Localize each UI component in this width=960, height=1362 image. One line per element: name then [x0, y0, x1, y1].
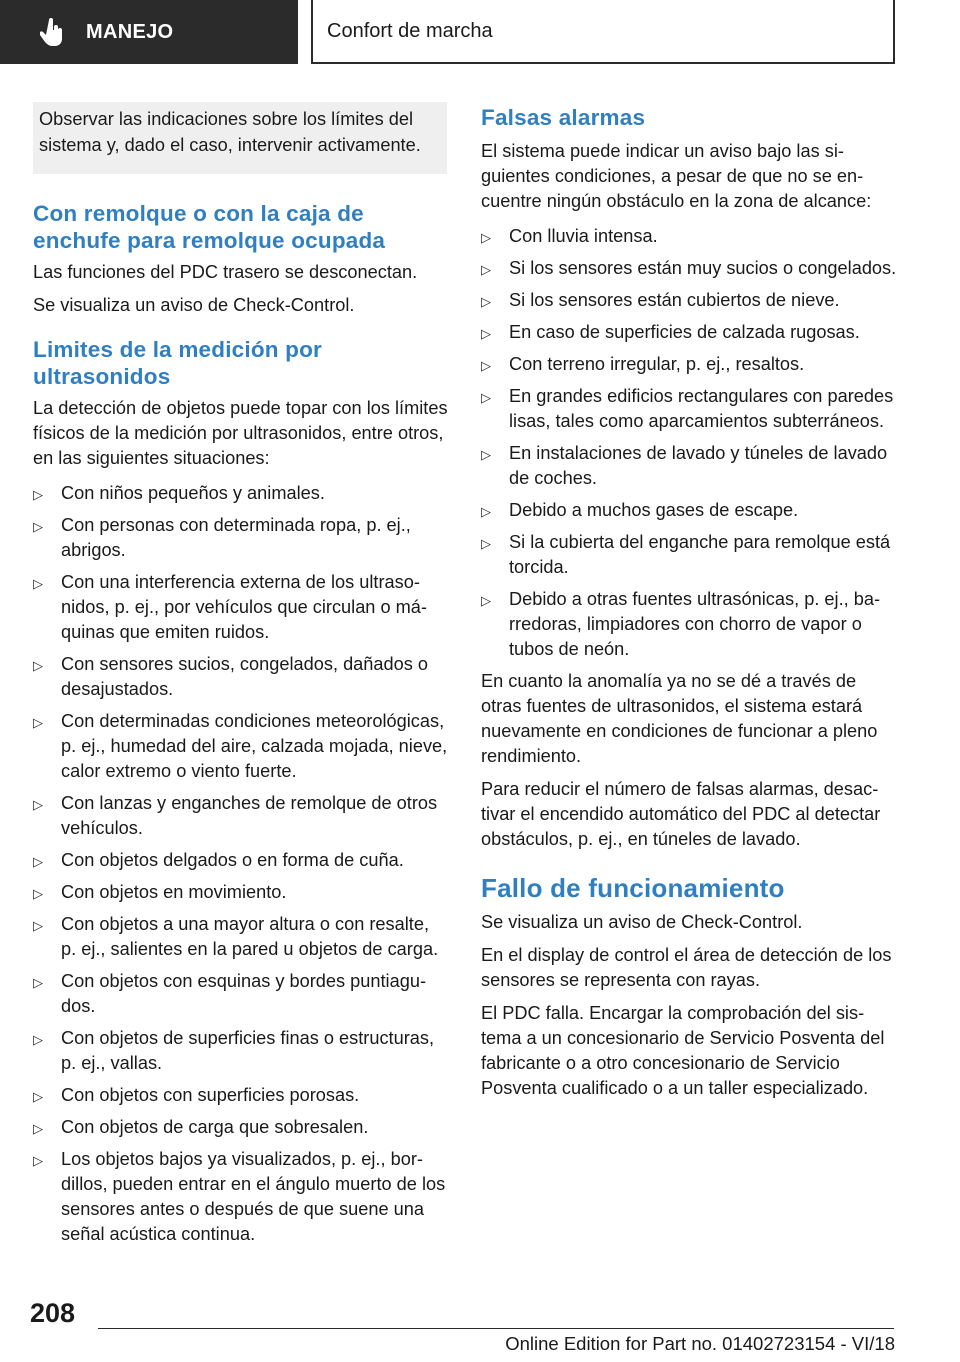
triangle-bullet-icon: ▷: [481, 294, 491, 309]
triangle-bullet-icon: ▷: [33, 797, 43, 812]
list-item-text: Con personas con determinada ropa, p. ej., abrigos.: [61, 515, 411, 560]
list-item: [481, 352, 897, 377]
list-item: [481, 224, 897, 249]
list-item: [33, 791, 449, 841]
list-item: [33, 570, 449, 645]
list-item: [33, 880, 449, 905]
section-label: MANEJO: [86, 20, 174, 43]
edition-text: Online Edition for Part no. 01402723154 - VI/18: [505, 1333, 895, 1354]
list-item: [33, 652, 449, 702]
paragraph: El PDC falla. Encargar la comprobación del sistema a un concesionario de Servicio Posventa del fabricante o a otro concesionario de Servicio Posventa cualificado o a un taller especializado.: [481, 1003, 885, 1098]
list-item-text: Los objetos bajos ya visualizados, p. ej., bordillos, pueden entrar en el ángulo muerto de los sensores antes o después de que suene una señal acústica continua.: [61, 1149, 446, 1244]
list-item-text: Con objetos a una mayor altura o con resalte, p. ej., salientes en la pared u objetos de carga.: [61, 914, 439, 959]
footer-divider: [98, 1328, 894, 1329]
list-item: [33, 1115, 449, 1140]
triangle-bullet-icon: ▷: [33, 886, 43, 901]
heading-remolque-line1: Con remolque o con la caja de: [33, 201, 364, 226]
hand-pointer-icon: [40, 17, 66, 47]
list-item: [481, 288, 897, 313]
triangle-bullet-icon: ▷: [33, 519, 43, 534]
heading-limites-line1: Limites de la medición por: [33, 337, 323, 362]
triangle-bullet-icon: ▷: [33, 1032, 43, 1047]
triangle-bullet-icon: ▷: [33, 1153, 43, 1168]
list-item: [33, 969, 449, 1019]
list-item-text: Con lluvia intensa.: [509, 226, 658, 246]
right-column: [481, 104, 897, 1109]
list-item: [33, 1026, 449, 1076]
section-header-tab: [0, 0, 298, 64]
heading-remolque-line2: enchufe para remolque ocupada: [33, 228, 386, 253]
paragraph: Se visualiza un aviso de Check-Control.: [481, 912, 803, 932]
heading-remolque: [33, 200, 449, 254]
triangle-bullet-icon: ▷: [481, 230, 491, 245]
list-item-text: Con objetos de superficies finas o estructuras, p. ej., vallas.: [61, 1028, 435, 1073]
list-item: [33, 1083, 449, 1108]
limites-list: [33, 481, 449, 1247]
triangle-bullet-icon: ▷: [481, 326, 491, 341]
chapter-title: Confort de marcha: [311, 0, 895, 64]
list-item: [33, 1147, 449, 1247]
heading-fallo: Fallo de funcionamiento: [481, 873, 785, 903]
triangle-bullet-icon: ▷: [481, 390, 491, 405]
list-item: [33, 481, 449, 506]
paragraph: La detección de objetos puede topar con los límites físicos de la medición por ultrasonidos, entre otros, en las siguientes situaciones:: [33, 398, 448, 468]
paragraph: En cuanto la anomalía ya no se dé a través de otras fuentes de ultrasonidos, el sistema estará nuevamente en condiciones de funcionar a pleno rendimiento.: [481, 671, 878, 766]
list-item-text: Debido a muchos gases de escape.: [509, 500, 799, 520]
triangle-bullet-icon: ▷: [33, 1089, 43, 1104]
falsas-alarmas-list: [481, 224, 897, 662]
heading-limites-line2: ultrasonidos: [33, 364, 171, 389]
triangle-bullet-icon: ▷: [33, 975, 43, 990]
list-item-text: Con objetos con superficies porosas.: [61, 1085, 360, 1105]
list-item: [33, 848, 449, 873]
list-item-text: Si la cubierta del enganche para remolque está torcida.: [509, 532, 891, 577]
page-number: 208: [30, 1298, 76, 1328]
list-item: [481, 320, 897, 345]
list-item-text: Con una interferencia externa de los ultrasonidos, p. ej., por vehículos que circulan o máquinas que emiten ruidos.: [61, 572, 427, 642]
triangle-bullet-icon: ▷: [481, 358, 491, 373]
paragraph: Para reducir el número de falsas alarmas, desactivar el encendido automático del PDC al detectar obstáculos, p. ej., en túneles de lavado.: [481, 779, 881, 849]
list-item-text: Con niños pequeños y animales.: [61, 483, 325, 503]
list-item: [481, 441, 897, 491]
triangle-bullet-icon: ▷: [481, 536, 491, 551]
list-item-text: Con objetos de carga que sobresalen.: [61, 1117, 369, 1137]
paragraph: Se visualiza un aviso de Check-Control.: [33, 295, 355, 315]
list-item-text: Con determinadas condiciones meteorológicas, p. ej., humedad del aire, calzada mojada, nieve, calor extremo o viento fuerte.: [61, 711, 448, 781]
list-item: [33, 912, 449, 962]
list-item-text: Con lanzas y enganches de remolque de otros vehículos.: [61, 793, 438, 838]
list-item: [481, 384, 897, 434]
list-item: [33, 709, 449, 784]
list-item: [481, 498, 897, 523]
list-item-text: Con objetos delgados o en forma de cuña.: [61, 850, 404, 870]
paragraph: El sistema puede indicar un aviso bajo las siguientes condiciones, a pesar de que no se encuentre ningún obstáculo en la zona de alcance:: [481, 141, 872, 211]
list-item-text: Con objetos en movimiento.: [61, 882, 287, 902]
list-item: [33, 513, 449, 563]
note-box: Observar las indicaciones sobre los límites del sistema y, dado el caso, intervenir activamente.: [33, 102, 447, 174]
heading-limites: [33, 336, 449, 390]
triangle-bullet-icon: ▷: [481, 447, 491, 462]
list-item: [481, 587, 897, 662]
triangle-bullet-icon: ▷: [33, 854, 43, 869]
heading-falsas-alarmas: Falsas alarmas: [481, 105, 646, 130]
list-item-text: Debido a otras fuentes ultrasónicas, p. ej., barredoras, limpiadores con chorro de vapor o tubos de neón.: [509, 589, 881, 659]
list-item-text: En caso de superficies de calzada rugosas.: [509, 322, 860, 342]
triangle-bullet-icon: ▷: [33, 918, 43, 933]
triangle-bullet-icon: ▷: [33, 715, 43, 730]
left-column: [33, 200, 449, 1254]
triangle-bullet-icon: ▷: [33, 658, 43, 673]
triangle-bullet-icon: ▷: [33, 576, 43, 591]
triangle-bullet-icon: ▷: [481, 504, 491, 519]
paragraph: En el display de control el área de detección de los sensores se representa con rayas.: [481, 945, 892, 990]
paragraph: Las funciones del PDC trasero se desconectan.: [33, 262, 418, 282]
footer-edition: [0, 1333, 895, 1355]
list-item-text: Si los sensores están cubiertos de nieve.: [509, 290, 840, 310]
list-item: [481, 530, 897, 580]
list-item-text: Con sensores sucios, congelados, dañados o desajustados.: [61, 654, 429, 699]
list-item: [481, 256, 897, 281]
list-item-text: En instalaciones de lavado y túneles de lavado de coches.: [509, 443, 888, 488]
triangle-bullet-icon: ▷: [33, 1121, 43, 1136]
list-item-text: Con objetos con esquinas y bordes puntiagudos.: [61, 971, 427, 1016]
triangle-bullet-icon: ▷: [481, 262, 491, 277]
triangle-bullet-icon: ▷: [33, 487, 43, 502]
list-item-text: Si los sensores están muy sucios o congelados.: [509, 258, 897, 278]
list-item-text: En grandes edificios rectangulares con paredes lisas, tales como aparcamientos subterráneos.: [509, 386, 894, 431]
triangle-bullet-icon: ▷: [481, 593, 491, 608]
list-item-text: Con terreno irregular, p. ej., resaltos.: [509, 354, 805, 374]
